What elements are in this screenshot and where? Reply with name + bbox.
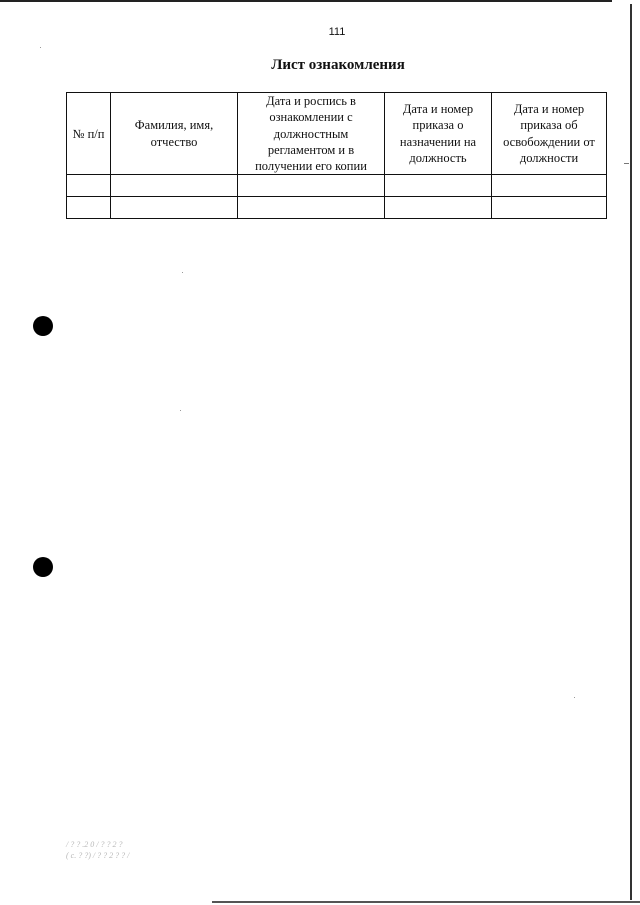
page-edge-top [0, 0, 612, 2]
table-cell [111, 197, 238, 219]
table-header-row [67, 93, 607, 175]
scan-speck [180, 410, 181, 411]
table-cell [385, 197, 492, 219]
scan-mark [624, 163, 629, 164]
table-row [67, 197, 607, 219]
column-header-dismissal-order: Дата и номер приказа об освобождении от должности [492, 93, 607, 175]
page-edge-bottom [212, 901, 640, 903]
footer-stamp-line: / ? ? .2 0 / ? ? 2 ? [66, 840, 123, 849]
column-header-appointment-order: Дата и номер приказа о назначении на должность [385, 93, 492, 175]
table-cell [238, 197, 385, 219]
table-cell [67, 175, 111, 197]
column-header-full-name: Фамилия, имя, отчество [111, 93, 238, 175]
punch-hole [33, 557, 53, 577]
table-cell [111, 175, 238, 197]
scan-speck [182, 272, 183, 273]
punch-hole [33, 316, 53, 336]
table-cell [492, 197, 607, 219]
column-header-number: № п/п [67, 93, 111, 175]
page-edge-right [630, 4, 632, 900]
table-cell [385, 175, 492, 197]
table-cell [492, 175, 607, 197]
scan-speck [574, 697, 575, 698]
footer-stamp-line: ( с. ? ?) / ? ? 2 ? ? / [66, 851, 130, 860]
page-number: 111 [328, 26, 346, 38]
scan-speck [40, 47, 41, 48]
table-cell [238, 175, 385, 197]
acknowledgement-table [66, 92, 607, 219]
document-title: Лист ознакомления [271, 57, 405, 73]
table-row [67, 175, 607, 197]
table-cell [67, 197, 111, 219]
column-header-signature-date: Дата и роспись в ознакомлении с должностным регламентом и в получении его копии [238, 93, 385, 175]
